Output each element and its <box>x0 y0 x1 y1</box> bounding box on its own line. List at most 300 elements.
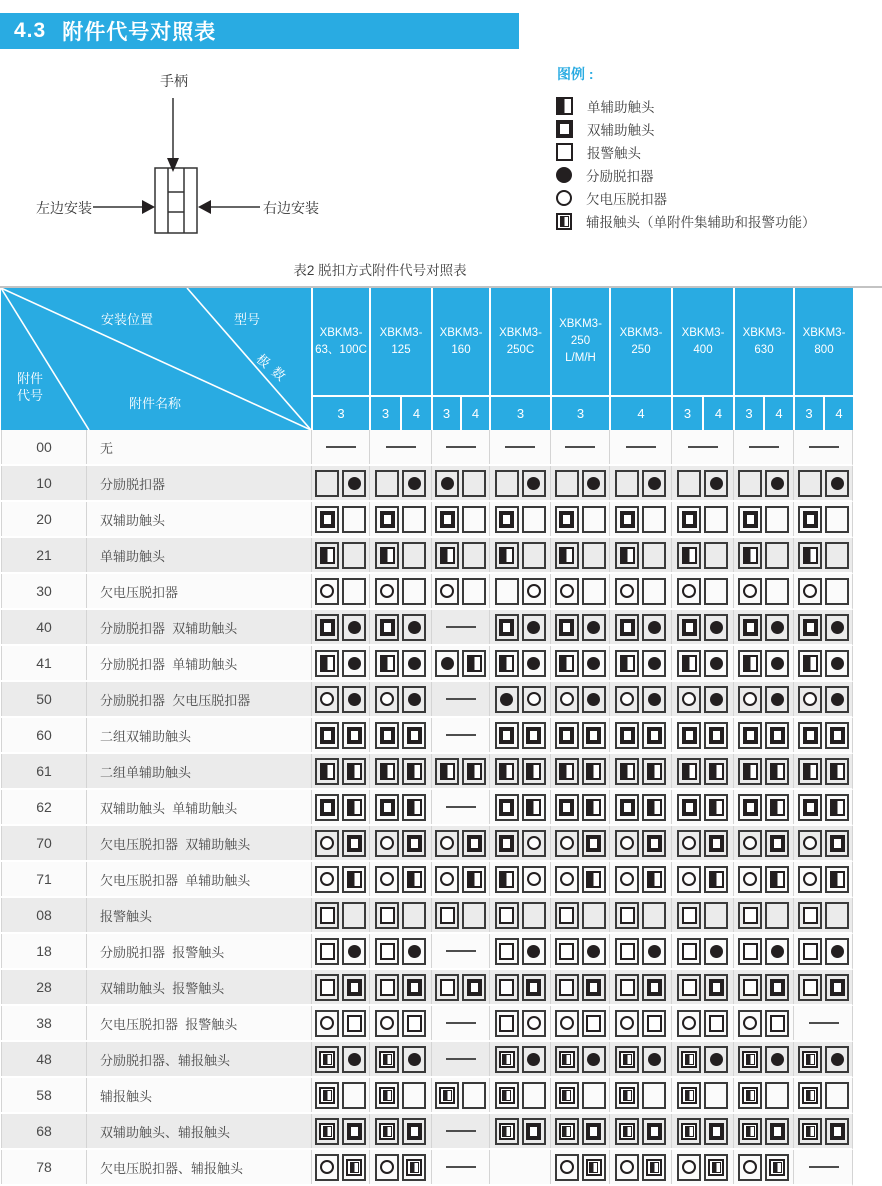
mount-diagram <box>435 758 486 785</box>
left-compartment <box>615 830 639 857</box>
accessory-code: 21 <box>1 538 86 572</box>
double-symbol <box>320 619 335 636</box>
mount-diagram <box>555 542 606 569</box>
model-column <box>431 288 489 430</box>
auxalarm-symbol <box>439 1087 455 1104</box>
uv-symbol <box>527 1016 541 1030</box>
left-compartment <box>315 758 339 785</box>
accessory-name: 分励脱扣器 双辅助触头 <box>86 610 311 644</box>
config-cell <box>733 574 793 608</box>
double-symbol <box>620 799 635 816</box>
mount-diagram <box>375 470 426 497</box>
auxalarm-symbol <box>681 1051 697 1068</box>
left-compartment <box>738 866 762 893</box>
config-cell <box>311 1150 369 1184</box>
accessory-code: 40 <box>1 610 86 644</box>
single-symbol <box>499 655 514 672</box>
not-available-dash <box>565 446 595 448</box>
model-name-line: XBKM3- <box>742 326 786 339</box>
right-compartment <box>342 686 366 713</box>
config-cell <box>369 610 431 644</box>
config-cell <box>733 1078 793 1112</box>
left-compartment <box>798 830 822 857</box>
left-compartment <box>677 974 701 1001</box>
mount-diagram <box>375 758 426 785</box>
not-available-dash <box>446 950 476 952</box>
right-compartment <box>582 1082 606 1109</box>
config-cell <box>671 1114 733 1148</box>
left-compartment <box>615 1118 639 1145</box>
auxalarm-symbol <box>499 1087 515 1104</box>
mount-diagram <box>677 974 728 1001</box>
auxalarm-symbol <box>619 1051 635 1068</box>
model-name-line: L/M/H <box>565 351 596 364</box>
left-compartment <box>315 650 339 677</box>
uv-symbol <box>440 872 454 886</box>
auxalarm-symbol <box>559 1123 575 1140</box>
right-compartment <box>582 722 606 749</box>
mount-diagram <box>615 722 666 749</box>
config-cell <box>489 826 550 860</box>
left-compartment <box>375 902 399 929</box>
right-compartment <box>522 506 546 533</box>
config-cell <box>609 898 671 932</box>
right-compartment <box>765 938 789 965</box>
mount-diagram <box>375 614 426 641</box>
right-install-label: 右边安装 <box>263 200 319 216</box>
shunt-symbol <box>648 693 661 706</box>
left-compartment <box>495 902 519 929</box>
uv-symbol <box>320 692 334 706</box>
double-symbol <box>559 799 574 816</box>
mount-diagram <box>738 470 789 497</box>
left-compartment <box>738 542 762 569</box>
left-compartment <box>315 830 339 857</box>
right-compartment <box>582 650 606 677</box>
alarm-symbol <box>709 1015 724 1032</box>
model-name <box>313 288 369 395</box>
config-cell <box>369 1006 431 1040</box>
left-compartment <box>315 866 339 893</box>
right-compartment <box>462 866 486 893</box>
pole-row <box>552 395 609 430</box>
mount-diagram <box>495 974 546 1001</box>
config-cell <box>369 1114 431 1148</box>
single-symbol <box>682 763 697 780</box>
single-symbol <box>467 655 482 672</box>
shunt-symbol <box>408 657 421 670</box>
mount-diagram <box>615 614 666 641</box>
not-available-dash <box>626 446 656 448</box>
uv-symbol <box>803 692 817 706</box>
left-compartment <box>738 578 762 605</box>
uv-symbol <box>560 836 574 850</box>
accessory-code: 28 <box>1 970 86 1004</box>
config-cell <box>489 970 550 1004</box>
left-compartment <box>798 614 822 641</box>
right-compartment <box>704 902 728 929</box>
mount-diagram <box>738 650 789 677</box>
mount-diagram <box>615 506 666 533</box>
not-available-dash <box>446 1022 476 1024</box>
left-compartment <box>555 686 579 713</box>
config-cell <box>431 502 489 536</box>
uv-symbol <box>440 836 454 850</box>
left-compartment <box>315 902 339 929</box>
right-compartment <box>582 506 606 533</box>
left-compartment <box>495 1118 519 1145</box>
mount-diagram <box>798 830 849 857</box>
alarm-symbol <box>559 943 574 960</box>
left-compartment <box>555 542 579 569</box>
config-cell <box>550 610 609 644</box>
single-symbol <box>347 799 362 816</box>
config-cell <box>369 646 431 680</box>
right-compartment <box>402 1082 426 1109</box>
uv-symbol <box>527 692 541 706</box>
right-compartment <box>704 1046 728 1073</box>
single-symbol <box>803 655 818 672</box>
mount-diagram <box>615 542 666 569</box>
right-compartment <box>342 614 366 641</box>
right-compartment <box>582 938 606 965</box>
single-symbol <box>682 655 697 672</box>
right-compartment <box>342 650 366 677</box>
pole-row <box>735 395 793 430</box>
model-name-line: 250C <box>506 343 535 356</box>
single-symbol <box>586 763 601 780</box>
alarm-symbol <box>682 979 697 996</box>
uv-symbol <box>320 1016 334 1030</box>
alarm-symbol <box>803 907 818 924</box>
left-compartment <box>738 722 762 749</box>
left-compartment <box>615 866 639 893</box>
mount-diagram <box>677 578 728 605</box>
double-symbol <box>620 727 635 744</box>
alarm-symbol <box>743 907 758 924</box>
config-cell <box>609 430 671 464</box>
right-compartment <box>462 974 486 1001</box>
single-symbol <box>743 655 758 672</box>
single-symbol <box>467 763 482 780</box>
table-row <box>1 1006 853 1042</box>
left-compartment <box>738 794 762 821</box>
config-cell <box>671 646 733 680</box>
mount-diagram <box>798 686 849 713</box>
alarm-symbol <box>647 1015 662 1032</box>
right-compartment <box>825 794 849 821</box>
single-symbol <box>407 799 422 816</box>
double-symbol <box>407 1123 422 1140</box>
left-compartment <box>555 506 579 533</box>
left-compartment <box>435 866 459 893</box>
alarm-symbol <box>407 1015 422 1032</box>
legend-item-label: 双辅助触头 <box>587 123 655 138</box>
legend-item-label: 辅报触头（单附件集辅助和报警功能） <box>586 215 816 230</box>
shunt-symbol <box>771 657 784 670</box>
double-symbol <box>526 979 541 996</box>
mount-diagram <box>677 1118 728 1145</box>
left-compartment <box>798 506 822 533</box>
left-compartment <box>435 1082 459 1109</box>
table-row <box>1 538 853 574</box>
config-cell <box>489 718 550 752</box>
mount-diagram <box>495 614 546 641</box>
double-symbol <box>620 511 635 528</box>
single-symbol <box>770 763 785 780</box>
shunt-symbol <box>527 621 540 634</box>
single-symbol <box>526 763 541 780</box>
mount-diagram <box>315 614 366 641</box>
uv-symbol <box>320 872 334 886</box>
config-cell <box>733 430 793 464</box>
right-compartment <box>582 866 606 893</box>
mount-diagram <box>315 542 366 569</box>
mount-diagram <box>677 866 728 893</box>
alarm-symbol <box>770 1015 785 1032</box>
accessory-name: 双辅助触头 单辅助触头 <box>86 790 311 824</box>
config-cell <box>793 754 853 788</box>
alarm-symbol <box>499 979 514 996</box>
config-cell <box>733 466 793 500</box>
config-cell <box>671 610 733 644</box>
table-row <box>1 934 853 970</box>
config-cell <box>311 1006 369 1040</box>
config-cell <box>671 1006 733 1040</box>
model-name-line: 250 <box>570 335 591 348</box>
mount-diagram <box>315 902 366 929</box>
left-compartment <box>738 614 762 641</box>
uv-symbol <box>803 872 817 886</box>
left-compartment <box>375 830 399 857</box>
model-name-line: XBKM3- <box>619 326 663 339</box>
right-compartment <box>765 830 789 857</box>
right-compartment <box>642 938 666 965</box>
alarm-symbol <box>556 143 573 161</box>
mount-diagram <box>435 506 486 533</box>
right-compartment <box>342 1154 366 1181</box>
mount-diagram <box>495 542 546 569</box>
right-compartment <box>642 1082 666 1109</box>
config-cell <box>431 538 489 572</box>
config-cell <box>793 862 853 896</box>
right-compartment <box>765 650 789 677</box>
right-compartment <box>704 506 728 533</box>
right-compartment <box>522 722 546 749</box>
mount-diagram <box>435 470 486 497</box>
single-symbol <box>647 763 662 780</box>
left-compartment <box>798 974 822 1001</box>
right-compartment <box>462 902 486 929</box>
alarm-symbol <box>586 1015 601 1032</box>
model-name <box>552 288 609 395</box>
shunt-symbol <box>348 657 361 670</box>
left-compartment <box>315 614 339 641</box>
mount-diagram <box>738 686 789 713</box>
single-symbol <box>559 763 574 780</box>
double-symbol <box>559 511 574 528</box>
left-compartment <box>315 1046 339 1073</box>
right-compartment <box>704 650 728 677</box>
mount-diagram <box>615 650 666 677</box>
accessory-code: 60 <box>1 718 86 752</box>
mount-diagram <box>738 1010 789 1037</box>
config-cell <box>489 1114 550 1148</box>
mount-diagram <box>798 758 849 785</box>
right-compartment <box>642 1046 666 1073</box>
uv-symbol <box>620 584 634 598</box>
mount-diagram <box>495 722 546 749</box>
mount-diagram <box>375 1154 426 1181</box>
config-cell <box>793 574 853 608</box>
left-compartment <box>677 614 701 641</box>
left-compartment <box>375 1154 399 1181</box>
right-compartment <box>522 614 546 641</box>
mount-diagram <box>375 1010 426 1037</box>
mount-diagram <box>375 794 426 821</box>
auxalarm-symbol <box>802 1123 818 1140</box>
shunt-symbol <box>441 477 454 490</box>
uv-symbol <box>743 584 757 598</box>
shunt-symbol <box>771 1053 784 1066</box>
single-symbol <box>620 547 635 564</box>
mount-diagram <box>375 938 426 965</box>
single-symbol <box>709 799 724 816</box>
auxalarm-symbol <box>379 1087 395 1104</box>
mount-diagram <box>677 794 728 821</box>
mount-diagram <box>615 1154 666 1181</box>
auxalarm-symbol <box>319 1087 335 1104</box>
pole-count: 3 <box>805 406 813 421</box>
mount-diagram <box>738 506 789 533</box>
accessory-code: 68 <box>1 1114 86 1148</box>
auxalarm-symbol <box>406 1159 422 1176</box>
config-cell <box>311 934 369 968</box>
config-cell <box>609 574 671 608</box>
config-cell <box>609 754 671 788</box>
left-compartment <box>555 1010 579 1037</box>
double-symbol <box>320 511 335 528</box>
label-model: 型号 <box>234 312 261 327</box>
shunt-symbol <box>587 693 600 706</box>
right-compartment <box>825 506 849 533</box>
double-symbol <box>682 619 697 636</box>
mount-diagram <box>738 794 789 821</box>
double-symbol <box>803 727 818 744</box>
auxalarm-symbol <box>559 1051 575 1068</box>
config-cell <box>431 1042 489 1076</box>
uv-symbol <box>527 872 541 886</box>
right-compartment <box>462 650 486 677</box>
mount-diagram <box>555 974 606 1001</box>
config-cell <box>550 1150 609 1184</box>
config-cell <box>671 502 733 536</box>
config-cell <box>369 898 431 932</box>
mount-diagram <box>555 1046 606 1073</box>
auxalarm-symbol <box>319 1051 335 1068</box>
config-cell <box>550 502 609 536</box>
config-cell <box>550 430 609 464</box>
config-cell <box>311 1114 369 1148</box>
left-compartment <box>435 506 459 533</box>
right-compartment <box>765 974 789 1001</box>
pole-count: 3 <box>516 406 525 421</box>
right-compartment <box>642 758 666 785</box>
left-compartment <box>495 830 519 857</box>
table-row <box>1 970 853 1006</box>
mount-diagram <box>435 542 486 569</box>
shunt-symbol <box>408 945 421 958</box>
mount-diagram <box>798 722 849 749</box>
mount-diagram <box>315 686 366 713</box>
left-compartment <box>375 650 399 677</box>
label-accessory-name: 附件名称 <box>129 396 182 411</box>
right-compartment <box>402 938 426 965</box>
mount-diagram <box>615 794 666 821</box>
config-cell <box>609 718 671 752</box>
config-cell <box>609 862 671 896</box>
right-compartment <box>765 686 789 713</box>
double-symbol <box>709 727 724 744</box>
left-compartment <box>615 506 639 533</box>
alarm-symbol <box>803 979 818 996</box>
double-symbol <box>499 619 514 636</box>
single-symbol <box>770 871 785 888</box>
right-compartment <box>522 686 546 713</box>
uv-symbol <box>682 1016 696 1030</box>
right-compartment <box>704 1154 728 1181</box>
mount-diagram <box>615 866 666 893</box>
config-cell <box>733 502 793 536</box>
double-symbol <box>743 619 758 636</box>
right-compartment <box>582 830 606 857</box>
single-symbol <box>499 871 514 888</box>
config-cell <box>489 466 550 500</box>
mount-diagram <box>495 1082 546 1109</box>
config-cell <box>793 1114 853 1148</box>
mount-diagram <box>315 1118 366 1145</box>
page-title: 附件代号对照表 <box>62 21 217 44</box>
mount-diagram <box>798 938 849 965</box>
config-cell <box>550 790 609 824</box>
left-compartment <box>615 1154 639 1181</box>
mount-diagram <box>738 1154 789 1181</box>
auxalarm-symbol <box>681 1123 697 1140</box>
config-cell <box>609 790 671 824</box>
left-compartment <box>315 578 339 605</box>
mount-diagram <box>555 686 606 713</box>
right-compartment <box>825 938 849 965</box>
left-compartment <box>555 578 579 605</box>
right-compartment <box>522 830 546 857</box>
config-cell <box>609 970 671 1004</box>
config-cell <box>733 682 793 716</box>
accessory-code: 71 <box>1 862 86 896</box>
right-compartment <box>522 866 546 893</box>
config-cell <box>550 934 609 968</box>
shunt-symbol <box>831 1053 844 1066</box>
double-symbol <box>647 1123 662 1140</box>
left-compartment <box>615 686 639 713</box>
shunt-symbol <box>408 477 421 490</box>
shunt-symbol <box>348 1053 361 1066</box>
single-symbol <box>620 763 635 780</box>
pole-row <box>611 395 671 430</box>
right-compartment <box>462 578 486 605</box>
accessory-code: 62 <box>1 790 86 824</box>
shunt-symbol <box>587 945 600 958</box>
config-cell <box>733 934 793 968</box>
